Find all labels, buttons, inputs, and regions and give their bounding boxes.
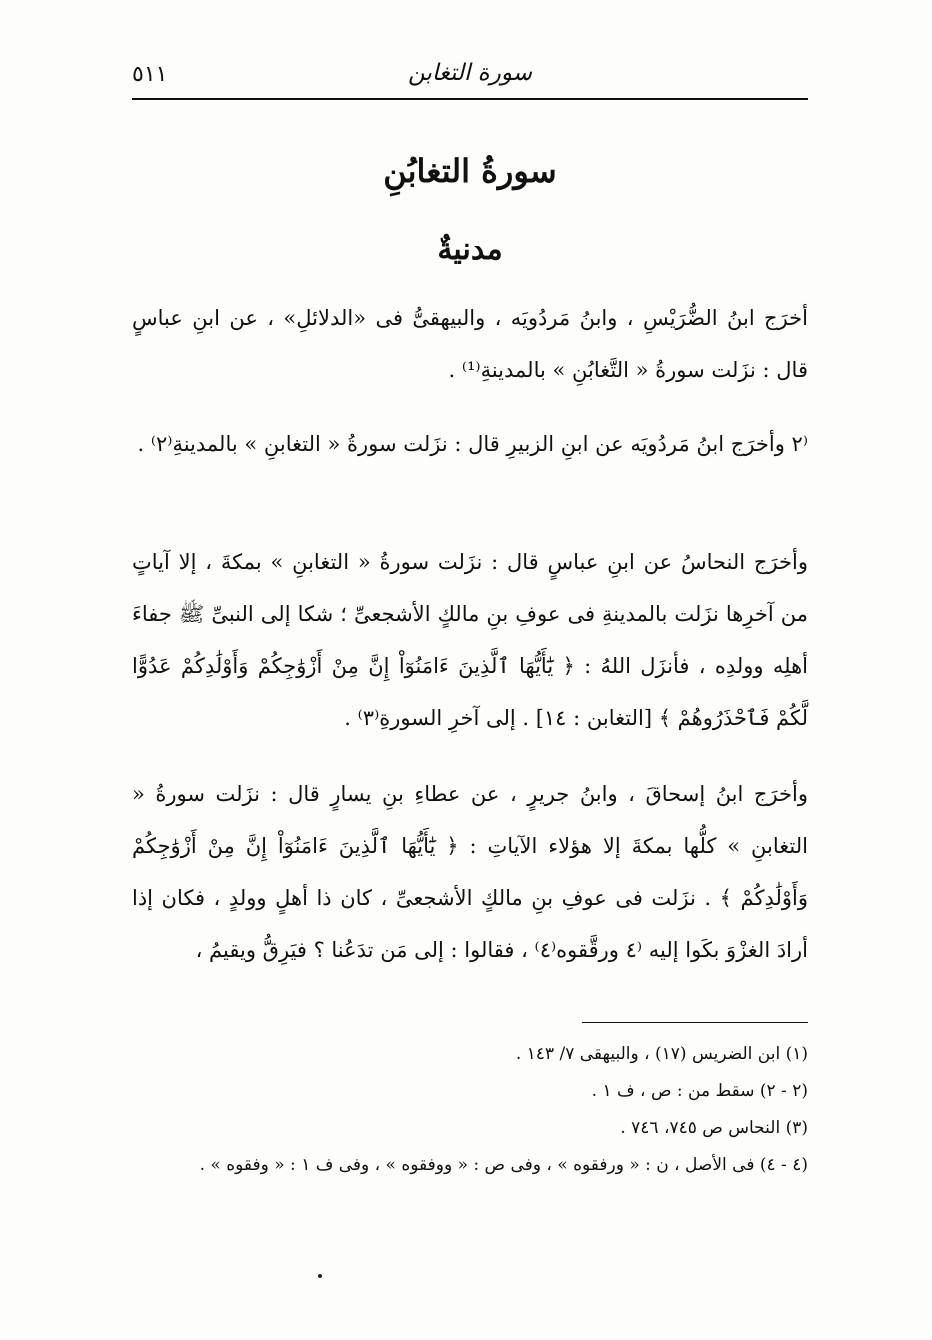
surah-title: سورةُ التغابُنِ [383, 152, 557, 190]
surah-classification: مدنيةٌ [437, 232, 503, 267]
page-header [132, 60, 808, 100]
paragraph-3: وأخرَج النحاسُ عن ابنِ عباسٍ قال : نزَلت سورةُ « التغابنِ » بمكةَ ، إلا آياتٍ من آخرِها نزَلت بالمدينةِ فى عوفِ بنِ مالكٍ الأشجعىِّ ؛ شكا إلى النبىِّ ﷺ جفاءَ أهلِه وولدِه ، فأنزَل اللهُ : ﴿ يَٰٓأَيُّهَا ٱلَّذِينَ ءَامَنُوٓاْ إِنَّ مِنْ أَزْوَٰجِكُمْ وَأَوْلَٰدِكُمْ عَدُوًّا لَّكُمْ فَٱحْذَرُوهُمْ ﴾ [التغابن : ١٤] . إلى آخرِ السورةِ⁽٣⁾ . [132, 550, 808, 730]
footnote-4: (٤ - ٤) فى الأصل ، ن : « ورفقوه » ، وفى ص : « ووفقوه » ، وفى ف ١ : « وفقوه » . [199, 1155, 808, 1175]
print-speck [318, 1274, 322, 1278]
footnote-3: (٣) النحاس ص ٧٤٥، ٧٤٦ . [620, 1118, 808, 1138]
footnotes [132, 1036, 808, 1184]
page-number: ٥١١ [132, 62, 168, 87]
footnote-2: (٢ - ٢) سقط من : ص ، ف ١ . [591, 1081, 808, 1101]
paragraph-2: ⁽٢ وأخرَج ابنُ مَردُويَه عن ابنِ الزبيرِ قال : نزَلت سورةُ « التغابنِ » بالمدينةِ⁽٢⁾ . [137, 432, 808, 456]
running-title: سورة التغابن [408, 60, 532, 86]
paragraph-4: وأخرَج ابنُ إسحاقَ ، وابنُ جريرٍ ، عن عطاءِ بنِ يسارٍ قال : نزَلت سورةُ « التغابنِ » كلُّها بمكةَ إلا هؤلاء الآياتِ : ﴿ يَٰٓأَيُّهَا ٱلَّذِينَ ءَامَنُوٓاْ إِنَّ مِنْ أَزْوَٰجِكُمْ وَأَوْلَٰدِكُمْ ﴾ . نزَلت فى عوفِ بنِ مالكٍ الأشجعىِّ ، كان ذا أهلٍ وولدٍ ، فكان إذا أرادَ الغزْوَ بكَوا إليه ⁽٤ ورقَّقوه⁽٤⁾ ، فقالوا : إلى مَن تدَعُنا ؟ فيَرِقُّ ويقيمُ ، [132, 782, 808, 962]
paragraph-1: أخرَج ابنُ الضُّرَيْسِ ، وابنُ مَردُويَه ، والبيهقىُّ فى «الدلائلِ» ، عن ابنِ عباسٍ قال : نزَلت سورةُ « التَّغابُنِ » بالمدينةِ⁽¹⁾ . [132, 306, 808, 382]
footnote-1: (١) ابن الضريس (١٧) ، والبيهقى ٧/ ١٤٣ . [515, 1044, 808, 1064]
footnote-divider [582, 1022, 808, 1023]
